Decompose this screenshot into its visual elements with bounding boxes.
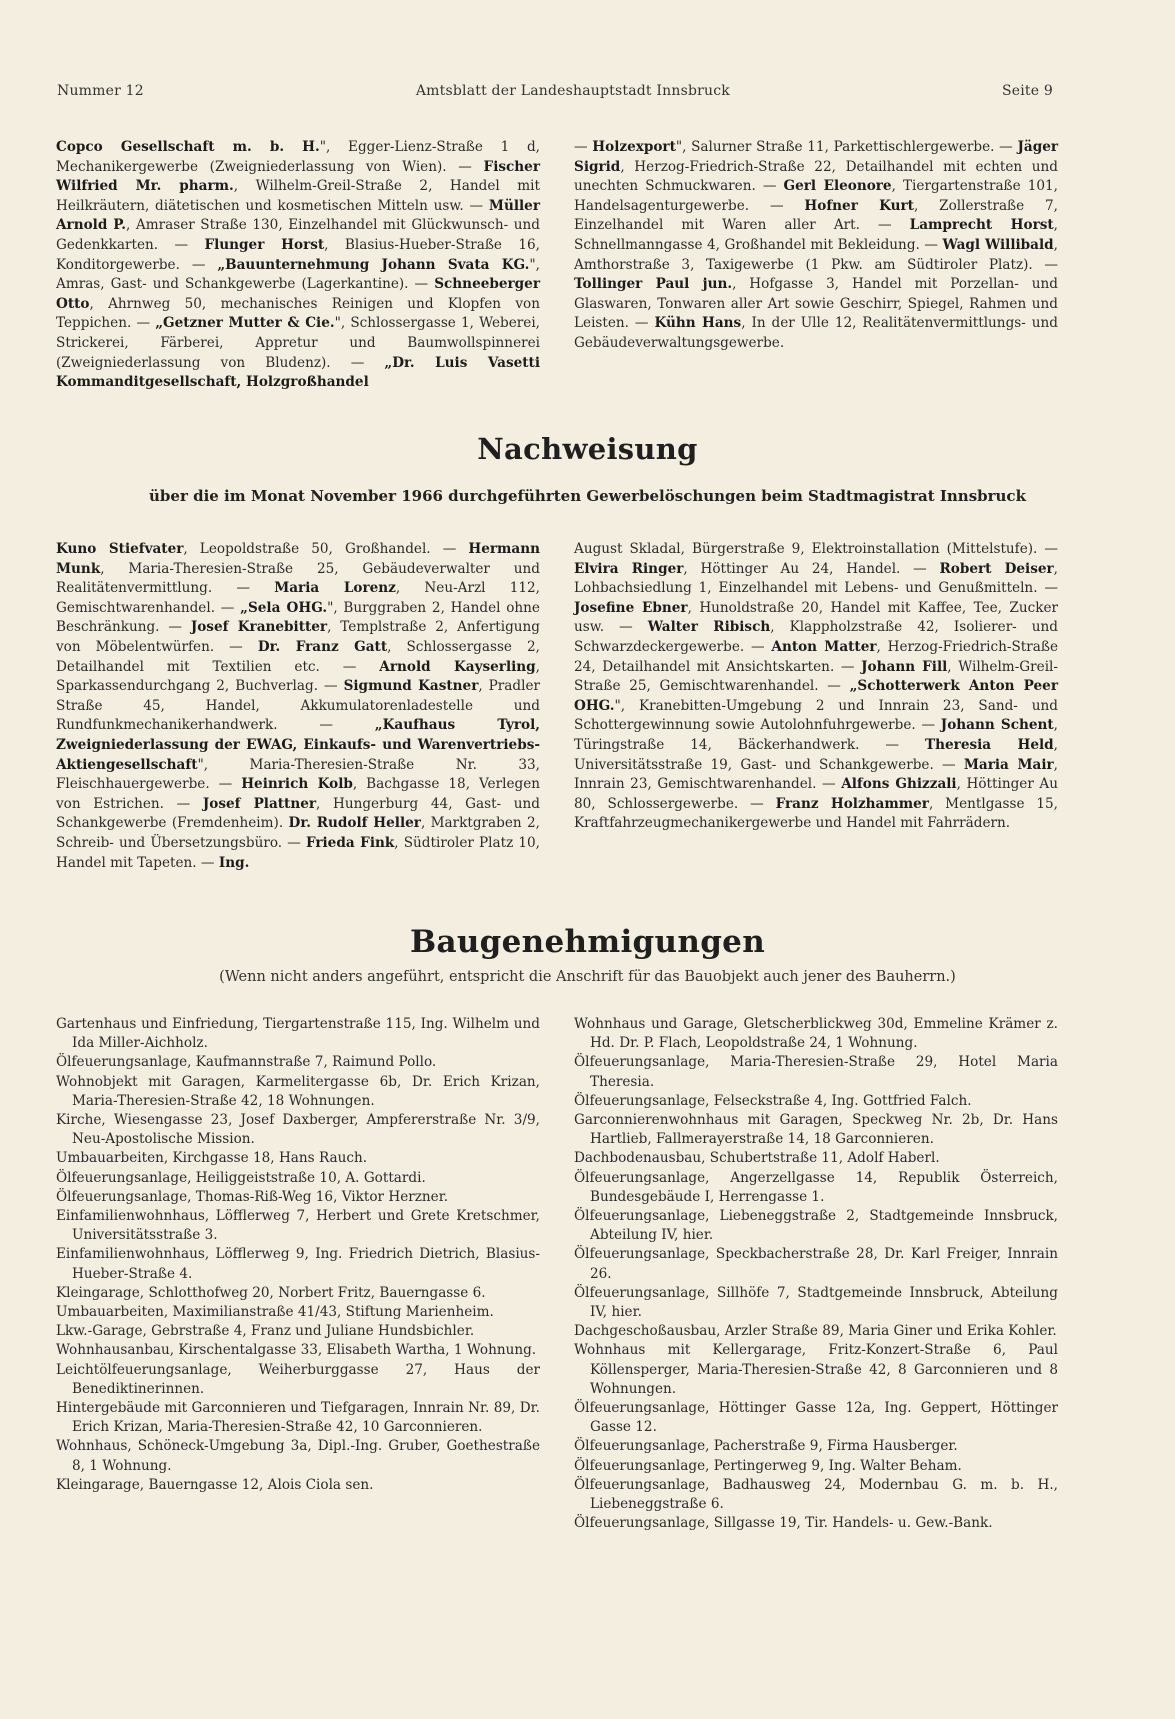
page-number: Seite 9 xyxy=(1001,83,1053,99)
entry-text: , Hungerburg 44, Gast- und Schankgewerbe (Fremdenheim). xyxy=(56,795,541,832)
page-header xyxy=(57,83,1053,99)
continued-listings xyxy=(56,138,1058,393)
entry-text: ", Schlossergasse 1, Weberei, Strickerei, Färberei, Appretur und Baumwollspinnerei (Zweigniederlassung von Bludenz). — xyxy=(56,315,540,371)
entry-text: August Skladal, Bürgerstraße 9, Elektroinstallation (Mittelstufe). — xyxy=(574,541,1058,557)
nachweisung-title: Nachweisung xyxy=(477,432,698,466)
entry-text: , Pradler Straße 45, Handel, Akkumulatorenladestelle und Rundfunkmechanikerhandwerk. — xyxy=(56,678,540,734)
continued-listings-left xyxy=(56,138,540,393)
entry-text: , Türingstraße 14, Bäckerhandwerk. — xyxy=(574,717,1058,753)
permit-entry: Ölfeuerungsanlage, Liebeneggstraße 2, Stadtgemeinde Innsbruck, Abteilung IV, hier. xyxy=(574,1208,1058,1244)
permit-entry: Hintergebäude mit Garconnieren und Tiefgaragen, Innrain Nr. 89, Dr. Erich Krizan, Maria-Theresien-Straße 42, 10 Garconnieren. xyxy=(56,1400,540,1436)
permit-entry: Einfamilienwohnhaus, Löfflerweg 7, Herbert und Grete Kretschmer, Universitätsstraße 3. xyxy=(56,1208,540,1244)
permit-entry: Ölfeuerungsanlage, Badhausweg 24, Modernbau G. m. b. H., Liebeneggstraße 6. xyxy=(574,1476,1058,1513)
entry-text: , Wilhelm-Greil-Straße 25, Gemischtwarenhandel. — xyxy=(574,658,1058,695)
entry-name: Maria Lorenz xyxy=(274,580,396,597)
entry-name: „Kaufhaus Tyrol, Zweigniederlassung der EWAG, Einkaufs- und Warenvertriebs-Aktiengesellschaft xyxy=(56,717,540,773)
permit-entry: Lkw.-Garage, Gebrstraße 4, Franz und Juliane Hundsbichler. xyxy=(56,1323,475,1340)
entry-name: „Dr. Luis Vasetti Kommanditgesellschaft, Holzgroßhandel xyxy=(56,354,540,391)
entry-text: ", Burggraben 2, Handel ohne Beschränkung. — xyxy=(56,599,540,636)
permit-entry: Kleingarage, Bauerngasse 12, Alois Ciola sen. xyxy=(56,1476,374,1493)
entry-name: Arnold Kayserling xyxy=(379,658,536,675)
entry-name: Walter Ribisch xyxy=(647,619,771,636)
entry-name: Schneeberger Otto xyxy=(56,276,540,312)
entry-text: ", Amras, Gast- und Schankgewerbe (Lagerkantine). — xyxy=(56,256,540,293)
entry-name: Heinrich Kolb xyxy=(241,776,353,793)
entry-name: Robert Deiser xyxy=(939,560,1054,577)
permit-entry: Wohnhaus mit Kellergarage, Fritz-Konzert-Straße 6, Paul Köllensperger, Maria-Theresien-Straße 42, 8 Garconnieren und 8 Wohnungen. xyxy=(574,1342,1058,1397)
entry-text: , Sparkassendurchgang 2, Buchverlag. — xyxy=(56,658,540,695)
entry-name: Kuno Stiefvater xyxy=(56,541,184,557)
permit-entry: Gartenhaus und Einfriedung, Tiergartenstraße 115, Ing. Wilhelm und Ida Miller-Aichholz. xyxy=(56,1016,540,1052)
entry-text: , Schnellmanngasse 4, Großhandel mit Bekleidung. — xyxy=(574,217,1058,253)
entry-text: , Tiergartenstraße 101, Handelsagenturgewerbe. — xyxy=(574,178,1059,214)
entry-name: „Bauunternehmung Johann Svata KG. xyxy=(217,256,530,273)
entry-text: , Innrain 23, Gemischtwarenhandel. — xyxy=(574,756,1058,793)
entry-name: Holzexport xyxy=(592,139,676,155)
entry-text: , Herzog-Friedrich-Straße 24, Detailhandel mit Ansichtskarten. — xyxy=(574,638,1058,675)
baugenehmigungen-title: Baugenehmigungen xyxy=(409,924,766,960)
entry-name: Sigmund Kastner xyxy=(343,678,479,695)
entry-name: „Schotterwerk Anton Peer OHG. xyxy=(574,678,1058,714)
permit-entry: Ölfeuerungsanlage, Pertingerweg 9, Ing. Walter Beham. xyxy=(574,1457,962,1474)
entry-text: ", Egger-Lienz-Straße 1 d, Mechanikergewerbe (Zweigniederlassung von Wien). — xyxy=(56,139,540,175)
entry-name: Fischer Wilfried Mr. pharm. xyxy=(56,158,540,195)
entry-name: Wagl Willibald xyxy=(942,236,1054,253)
issue-number: Nummer 12 xyxy=(57,83,144,99)
permit-entry: Ölfeuerungsanlage, Thomas-Riß-Weg 16, Viktor Herzner. xyxy=(56,1188,449,1205)
permit-entry: Kirche, Wiesengasse 23, Josef Daxberger, Ampfererstraße Nr. 3/9, Neu-Apostolische Mission. xyxy=(56,1112,540,1148)
entry-text: , Marktgraben 2, Schreib- und Übersetzungsbüro. — xyxy=(56,815,540,851)
entry-text: , Mentlgasse 15, Kraftfahrzeugmechanikergewerbe und Handel mit Fahrrädern. xyxy=(574,795,1059,832)
entry-text: , Hunoldstraße 20, Handel mit Kaffee, Tee, Zucker usw. — xyxy=(574,599,1058,636)
baugenehmigungen-left xyxy=(56,1015,540,1533)
permit-entry: Umbauarbeiten, Kirchgasse 18, Hans Rauch. xyxy=(56,1150,368,1167)
entry-name: Alfons Ghizzali xyxy=(841,776,957,793)
entry-text: ", Kranebitten-Umgebung 2 und Innrain 23, Sand- und Schottergewinnung sowie Autolohnfuhrgewerbe. — xyxy=(574,697,1058,734)
permit-entry: Ölfeuerungsanlage, Speckbacherstraße 28, Dr. Karl Freiger, Innrain 26. xyxy=(574,1246,1058,1282)
entry-text: , Ahrnweg 50, mechanisches Reinigen und Klopfen von Teppichen. — xyxy=(56,295,540,332)
gewerbeloeschungen-right xyxy=(574,540,1058,873)
permit-entry: Ölfeuerungsanlage, Pacherstraße 9, Firma Hausberger. xyxy=(574,1438,958,1455)
entry-text: , Universitätsstraße 19, Gast- und Schankgewerbe. — xyxy=(574,736,1058,773)
entry-text: ", Salurner Straße 11, Parkettischlergewerbe. — xyxy=(675,139,1018,155)
permit-entry: Garconnierenwohnhaus mit Garagen, Speckweg Nr. 2b, Dr. Hans Hartlieb, Fallmerayerstraße 14, 18 Garconnieren. xyxy=(574,1112,1058,1148)
baugenehmigungen-note: (Wenn nicht anders angeführt, entspricht die Anschrift für das Bauobjekt auch jener des Bauherrn.) xyxy=(219,969,956,985)
entry-text: , Amraser Straße 130, Einzelhandel mit Glückwunsch- und Gedenkkarten. — xyxy=(56,217,541,253)
entry-text: , Zollerstraße 7, Einzelhandel mit Waren aller Art. — xyxy=(574,197,1058,234)
permit-entry: Ölfeuerungsanlage, Maria-Theresien-Straße 29, Hotel Maria Theresia. xyxy=(574,1054,1058,1090)
permit-entry: Einfamilienwohnhaus, Löfflerweg 9, Ing. Friedrich Dietrich, Blasius-Hueber-Straße 4. xyxy=(56,1246,540,1282)
continued-listings-right xyxy=(574,138,1058,393)
entry-name: Theresia Held xyxy=(925,736,1054,753)
gewerbeloeschungen-left xyxy=(56,540,540,873)
entry-name: Hermann Munk xyxy=(56,541,540,577)
entry-text: , Lohbachsiedlung 1, Einzelhandel mit Lebens- und Genußmitteln. — xyxy=(574,560,1058,597)
permit-entry: Wohnobjekt mit Garagen, Karmelitergasse 6b, Dr. Erich Krizan, Maria-Theresien-Straße 42, 18 Wohnungen. xyxy=(56,1073,540,1109)
permit-entry: Dachbodenausbau, Schubertstraße 11, Adolf Haberl. xyxy=(574,1150,940,1167)
permit-entry: Ölfeuerungsanlage, Angerzellgasse 14, Republik Österreich, Bundesgebäude I, Herrengasse 1. xyxy=(574,1169,1058,1205)
entry-text: , Südtiroler Platz 10, Handel mit Tapeten. — xyxy=(56,834,540,871)
nachweisung-subtitle: über die im Monat November 1966 durchgeführten Gewerbelöschungen beim Stadtmagistrat Innsbruck xyxy=(149,487,1026,505)
permit-entry: Ölfeuerungsanlage, Sillgasse 19, Tir. Handels- u. Gew.-Bank. xyxy=(574,1515,993,1532)
permit-entry: Wohnhaus, Schöneck-Umgebung 3a, Dipl.-Ing. Gruber, Goethestraße 8, 1 Wohnung. xyxy=(56,1438,540,1474)
entry-text: , Bachgasse 18, Verlegen von Estrichen. — xyxy=(56,776,540,812)
entry-text: , Klappholzstraße 42, Isolierer- und Schwarzdeckergewerbe. — xyxy=(574,619,1059,655)
entry-text: — xyxy=(574,139,593,155)
entry-name: Hofner Kurt xyxy=(804,197,914,214)
permit-entry: Ölfeuerungsanlage, Felseckstraße 4, Ing. Gottfried Falch. xyxy=(574,1092,972,1109)
baugenehmigungen-list xyxy=(56,1015,1058,1533)
permit-entry: Wohnhausanbau, Kirschentalgasse 33, Elisabeth Wartha, 1 Wohnung. xyxy=(56,1342,537,1359)
entry-name: Elvira Ringer xyxy=(574,560,684,577)
permit-entry: Ölfeuerungsanlage, Heiliggeiststraße 10, A. Gottardi. xyxy=(56,1169,426,1186)
permit-entry: Wohnhaus und Garage, Gletscherblickweg 30d, Emmeline Krämer z. Hd. Dr. P. Flach, Leopoldstraße 24, 1 Wohnung. xyxy=(574,1016,1058,1052)
permit-entry: Dachgeschoßausbau, Arzler Straße 89, Maria Giner und Erika Kohler. xyxy=(574,1323,1057,1340)
entry-name: Lamprecht Horst xyxy=(909,217,1054,234)
entry-name: Kühn Hans xyxy=(654,315,742,332)
entry-name: Anton Matter xyxy=(771,638,877,655)
entry-text: , Maria-Theresien-Straße 25, Gebäudeverwalter und Realitätenvermittlung. — xyxy=(56,560,540,597)
entry-text: , Amthorstraße 3, Taxigewerbe (1 Pkw. am Südtiroler Platz). — xyxy=(574,236,1058,273)
entry-text: ", Maria-Theresien-Straße Nr. 33, Fleischhauergewerbe. — xyxy=(56,756,540,793)
permit-entry: Ölfeuerungsanlage, Kaufmannstraße 7, Raimund Pollo. xyxy=(56,1054,437,1071)
entry-name: Müller Arnold P. xyxy=(56,197,540,234)
entry-name: Frieda Fink xyxy=(305,834,395,851)
gewerbeloeschungen xyxy=(56,540,1058,873)
entry-name: Johann Fill xyxy=(861,658,948,675)
entry-text: , Höttinger Au 24, Handel. — xyxy=(683,560,940,577)
entry-text: , In der Ulle 12, Realitätenvermittlungs- und Gebäudeverwaltungsgewerbe. xyxy=(574,315,1058,351)
permit-entry: Ölfeuerungsanlage, Sillhöfe 7, Stadtgemeinde Innsbruck, Abteilung IV, hier. xyxy=(574,1284,1058,1321)
entry-name: Franz Holzhammer xyxy=(775,795,929,812)
entry-text: , Schlossergasse 2, Detailhandel mit Textilien etc. — xyxy=(56,638,540,675)
entry-text: , Leopoldstraße 50, Großhandel. — xyxy=(183,541,469,557)
entry-name: Maria Mair xyxy=(963,756,1054,773)
permit-entry: Kleingarage, Schlotthofweg 20, Norbert Fritz, Bauerngasse 6. xyxy=(56,1284,486,1301)
permit-entry: Leichtölfeuerungsanlage, Weiherburggasse 27, Haus der Benediktinerinnen. xyxy=(56,1361,540,1397)
permit-entry: Ölfeuerungsanlage, Höttinger Gasse 12a, Ing. Geppert, Höttinger Gasse 12. xyxy=(574,1400,1058,1436)
entry-text: , Hofgasse 3, Handel mit Porzellan- und Glaswaren, Tonwaren aller Art sowie Geschirr, Spiegel, Rahmen und Leisten. — xyxy=(574,276,1058,332)
entry-name: Ing. xyxy=(218,854,250,871)
entry-name: „Sela OHG. xyxy=(240,599,328,616)
entry-name: Josef Plattner xyxy=(202,795,317,812)
entry-name: Josefine Ebner xyxy=(574,599,688,616)
baugenehmigungen-right xyxy=(574,1015,1058,1533)
entry-text: , Herzog-Friedrich-Straße 22, Detailhandel mit echten und unechten Schmuckwaren. — xyxy=(574,158,1058,195)
entry-name: Johann Schent xyxy=(940,717,1054,734)
entry-name: Josef Kranebitter xyxy=(190,619,328,636)
entry-text: , Höttinger Au 80, Schlossergewerbe. — xyxy=(574,776,1058,812)
entry-name: Gerl Eleonore xyxy=(783,178,892,195)
entry-text: , Wilhelm-Greil-Straße 2, Handel mit Heilkräutern, diätetischen und kosmetischen Mitteln usw. — xyxy=(56,178,540,214)
permit-entry: Umbauarbeiten, Maximilianstraße 41/43, Stiftung Marienheim. xyxy=(56,1304,494,1321)
entry-name: Dr. Rudolf Heller xyxy=(288,815,421,832)
entry-name: Tollinger Paul jun. xyxy=(574,276,733,293)
entry-name: Copco Gesellschaft m. b. H. xyxy=(56,139,320,155)
entry-name: „Getzner Mutter & Cie. xyxy=(155,315,335,332)
entry-text: , Templstraße 2, Anfertigung von Möbelentwürfen. — xyxy=(56,619,540,655)
entry-text: , Neu-Arzl 112, Gemischtwarenhandel. — xyxy=(56,580,540,616)
entry-text: , Blasius-Hueber-Straße 16, Konditorgewerbe. — xyxy=(56,236,540,273)
entry-name: Flunger Horst xyxy=(204,236,325,253)
publication-title: Amtsblatt der Landeshauptstadt Innsbruck xyxy=(415,83,730,99)
entry-name: Jäger Sigrid xyxy=(574,139,1059,175)
entry-name: Dr. Franz Gatt xyxy=(257,638,388,655)
